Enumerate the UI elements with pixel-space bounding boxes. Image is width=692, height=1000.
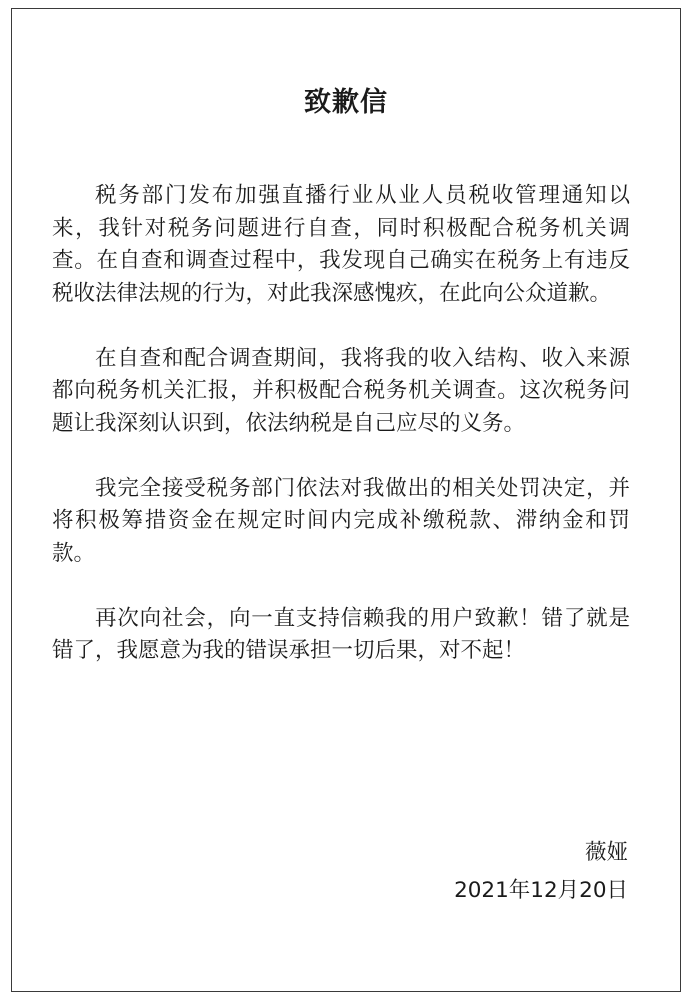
- paragraph-4: 再次向社会，向一直支持信赖我的用户致歉！错了就是错了，我愿意为我的错误承担一切后果，对不起！: [52, 605, 630, 663]
- letter-body: [52, 180, 630, 700]
- paragraph-1: 税务部门发布加强直播行业从业人员税收管理通知以来，我针对税务问题进行自查，同时积极配合税务机关调查。在自查和调查过程中，我发现自己确实在税务上有违反税收法律法规的行为，对此我深感愧疚，在此向公众道歉。: [52, 183, 630, 306]
- letter-page: [11, 8, 681, 992]
- paragraph-2: 在自查和配合调查期间，我将我的收入结构、收入来源都向税务机关汇报，并积极配合税务机关调查。这次税务问题让我深刻认识到，依法纳税是自己应尽的义务。: [52, 345, 630, 436]
- paragraph-3: 我完全接受税务部门依法对我做出的相关处罚决定，并将积极筹措资金在规定时间内完成补缴税款、滞纳金和罚款。: [52, 475, 630, 566]
- signature: 薇娅: [584, 840, 628, 865]
- letter-date: 2021年12月20日: [454, 878, 628, 903]
- letter-title: 致歉信: [304, 87, 388, 118]
